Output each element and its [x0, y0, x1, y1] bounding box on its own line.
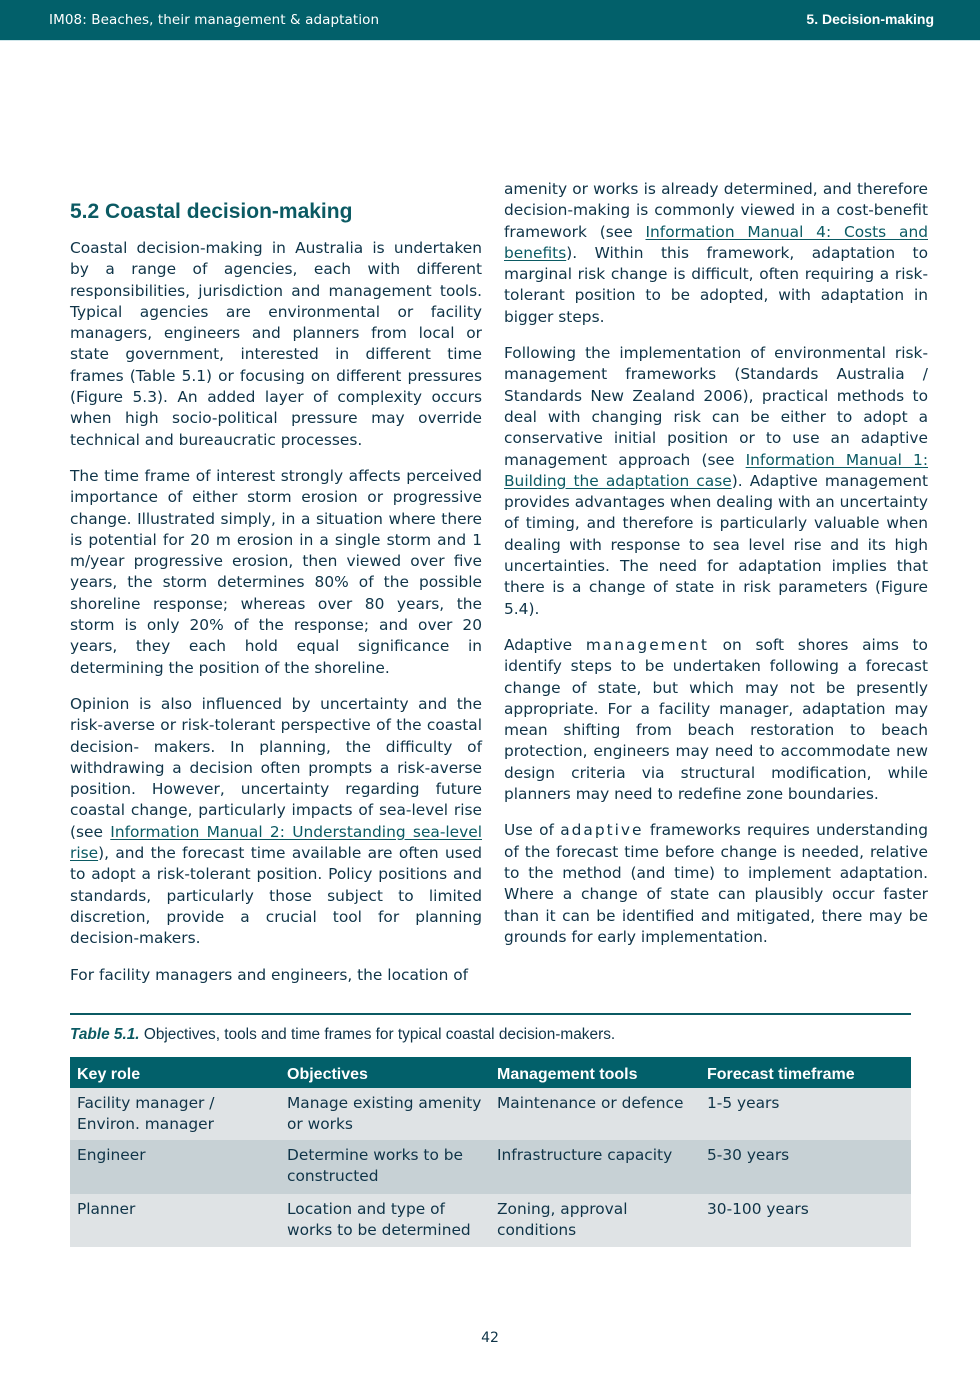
text-emphasis: adaptive	[560, 821, 644, 840]
paragraph-agencies: Coastal decision-making in Australia is undertaken by a range of agencies, each with different responsibilities, jurisdiction and management tools. Typical agencies are environmental or facility managers, engineers and planners from local or state government, interested in different time frames (Table 5.1) or focusing on different pressures (Figure 5.3). An added layer of complexity occurs when high socio-political pressure may override technical and bureaucratic processes.	[70, 239, 482, 449]
cell-objectives: Determine works to be constructed	[280, 1140, 490, 1194]
left-column	[70, 199, 482, 1001]
paragraph-facility-managers: For facility managers and engineers, the location of	[70, 965, 469, 984]
paragraph-opinion	[70, 694, 482, 950]
running-header	[0, 0, 980, 41]
text: amenity or works is already determined, and therefore decision-making is commonly viewed in a cost-benefit framework (see	[504, 180, 928, 241]
text: frameworks requires understanding of the forecast time before change is needed, relative to the method (and time) to implement adaptation. Where a change of state can plausibly occur faster than it can be identified and mitigated, there may be grounds for early implementation.	[504, 821, 928, 946]
cell-management-tools: Infrastructure capacity	[490, 1140, 700, 1194]
cell-objectives: Manage existing amenity or works	[280, 1088, 490, 1140]
text: Adaptive	[504, 635, 573, 654]
link-information-manual-1[interactable]: Information Manual 1: Building the adaptation case	[504, 450, 928, 490]
link-information-manual-4[interactable]: Information Manual 4: Costs and benefits	[504, 222, 928, 262]
decision-makers-table	[70, 1057, 911, 1247]
paragraph-risk-frameworks	[504, 343, 928, 620]
table-row	[70, 1194, 911, 1247]
cell-key-role: Facility manager / Environ. manager	[70, 1088, 280, 1140]
table-caption	[70, 1026, 615, 1044]
text: ), and the forecast time available are often used to adopt a risk-tolerant position. Policy positions and standards, particularly those subject to limited discretion, provide a crucial tool for planning decision-makers.	[70, 844, 482, 948]
column-header-management-tools: Management tools	[490, 1057, 700, 1088]
text-emphasis: management	[585, 635, 709, 654]
table-label: Table 5.1.	[70, 1026, 140, 1043]
paragraph-adaptive-management	[504, 635, 928, 805]
text: on soft shores aims to identify steps to be undertaken following a forecast change of state, but which may not be presently appropriate. For a facility manager, adaptation may mean shifting from beach restoration to beach protection, engineers may need to accommodate new design criteria via structural modification, while planners may need to redefine zone boundaries.	[504, 635, 928, 804]
right-column	[504, 179, 928, 963]
table-divider	[70, 1013, 911, 1015]
cell-key-role: Engineer	[70, 1140, 280, 1194]
cell-key-role: Planner	[70, 1194, 280, 1247]
page-number: 42	[481, 1330, 499, 1346]
paragraph-time-frame: The time frame of interest strongly affects perceived importance of either storm erosion or progressive change. Illustrated simply, in a situation where there is potential for 20 m erosion in a single storm and 1 m/year progressive erosion, then viewed over five years, the storm determines 80% of the possible shoreline response; whereas over 80 years, the storm is only 20% of the response; and over 20 years, they each hold equal significance in determining the position of the shoreline.	[70, 466, 482, 677]
paragraph-cost-benefit	[504, 179, 928, 328]
cell-management-tools: Maintenance or defence	[490, 1088, 700, 1140]
document-title: IM08: Beaches, their management & adaptation	[49, 12, 380, 28]
column-header-key-role: Key role	[70, 1057, 280, 1088]
chapter-title: 5. Decision-making	[806, 11, 934, 27]
cell-forecast-timeframe: 5-30 years	[700, 1140, 911, 1194]
table-header-row	[70, 1057, 911, 1088]
text: ). Adaptive management provides advantages when dealing with an uncertainty of timing, and therefore is particularly valuable when dealing with response to sea level rise and its high uncertainties. The need for adaptation implies that there is a change of state in risk parameters (Figure 5.4).	[504, 471, 928, 618]
paragraph-adaptive-frameworks	[504, 820, 928, 948]
section-heading: 5.2 Coastal decision-making	[70, 200, 353, 223]
cell-objectives: Location and type of works to be determined	[280, 1194, 490, 1247]
column-header-forecast-timeframe: Forecast timeframe	[700, 1057, 911, 1088]
text: Use of	[504, 821, 554, 840]
text: Opinion is also influenced by uncertainty and the risk-averse or risk-tolerant perspective of the coastal decision- makers. In planning, the difficulty of withdrawing a decision often prompts a risk-averse position. However, uncertainty regarding future coastal change, particularly impacts of sea-level rise (see	[70, 694, 482, 841]
column-header-objectives: Objectives	[280, 1057, 490, 1088]
cell-forecast-timeframe: 1-5 years	[700, 1088, 911, 1140]
text: Following the implementation of environmental risk-management frameworks (Standards Australia / Standards New Zealand 2006), practical methods to deal with changing risk can be either to adopt a conservative initial position or to use an adaptive management approach (see	[504, 344, 928, 469]
link-information-manual-2[interactable]: Information Manual 2: Understanding sea-level rise	[70, 822, 482, 863]
table-row	[70, 1140, 911, 1194]
cell-management-tools: Zoning, approval conditions	[490, 1194, 700, 1247]
table-caption-text: Objectives, tools and time frames for typical coastal decision-makers.	[139, 1026, 616, 1043]
cell-forecast-timeframe: 30-100 years	[700, 1194, 911, 1247]
text: ). Within this framework, adaptation to marginal risk change is difficult, often requiring a risk-tolerant position to be adopted, with adaptation in bigger steps.	[504, 243, 928, 326]
table-row	[70, 1088, 911, 1140]
